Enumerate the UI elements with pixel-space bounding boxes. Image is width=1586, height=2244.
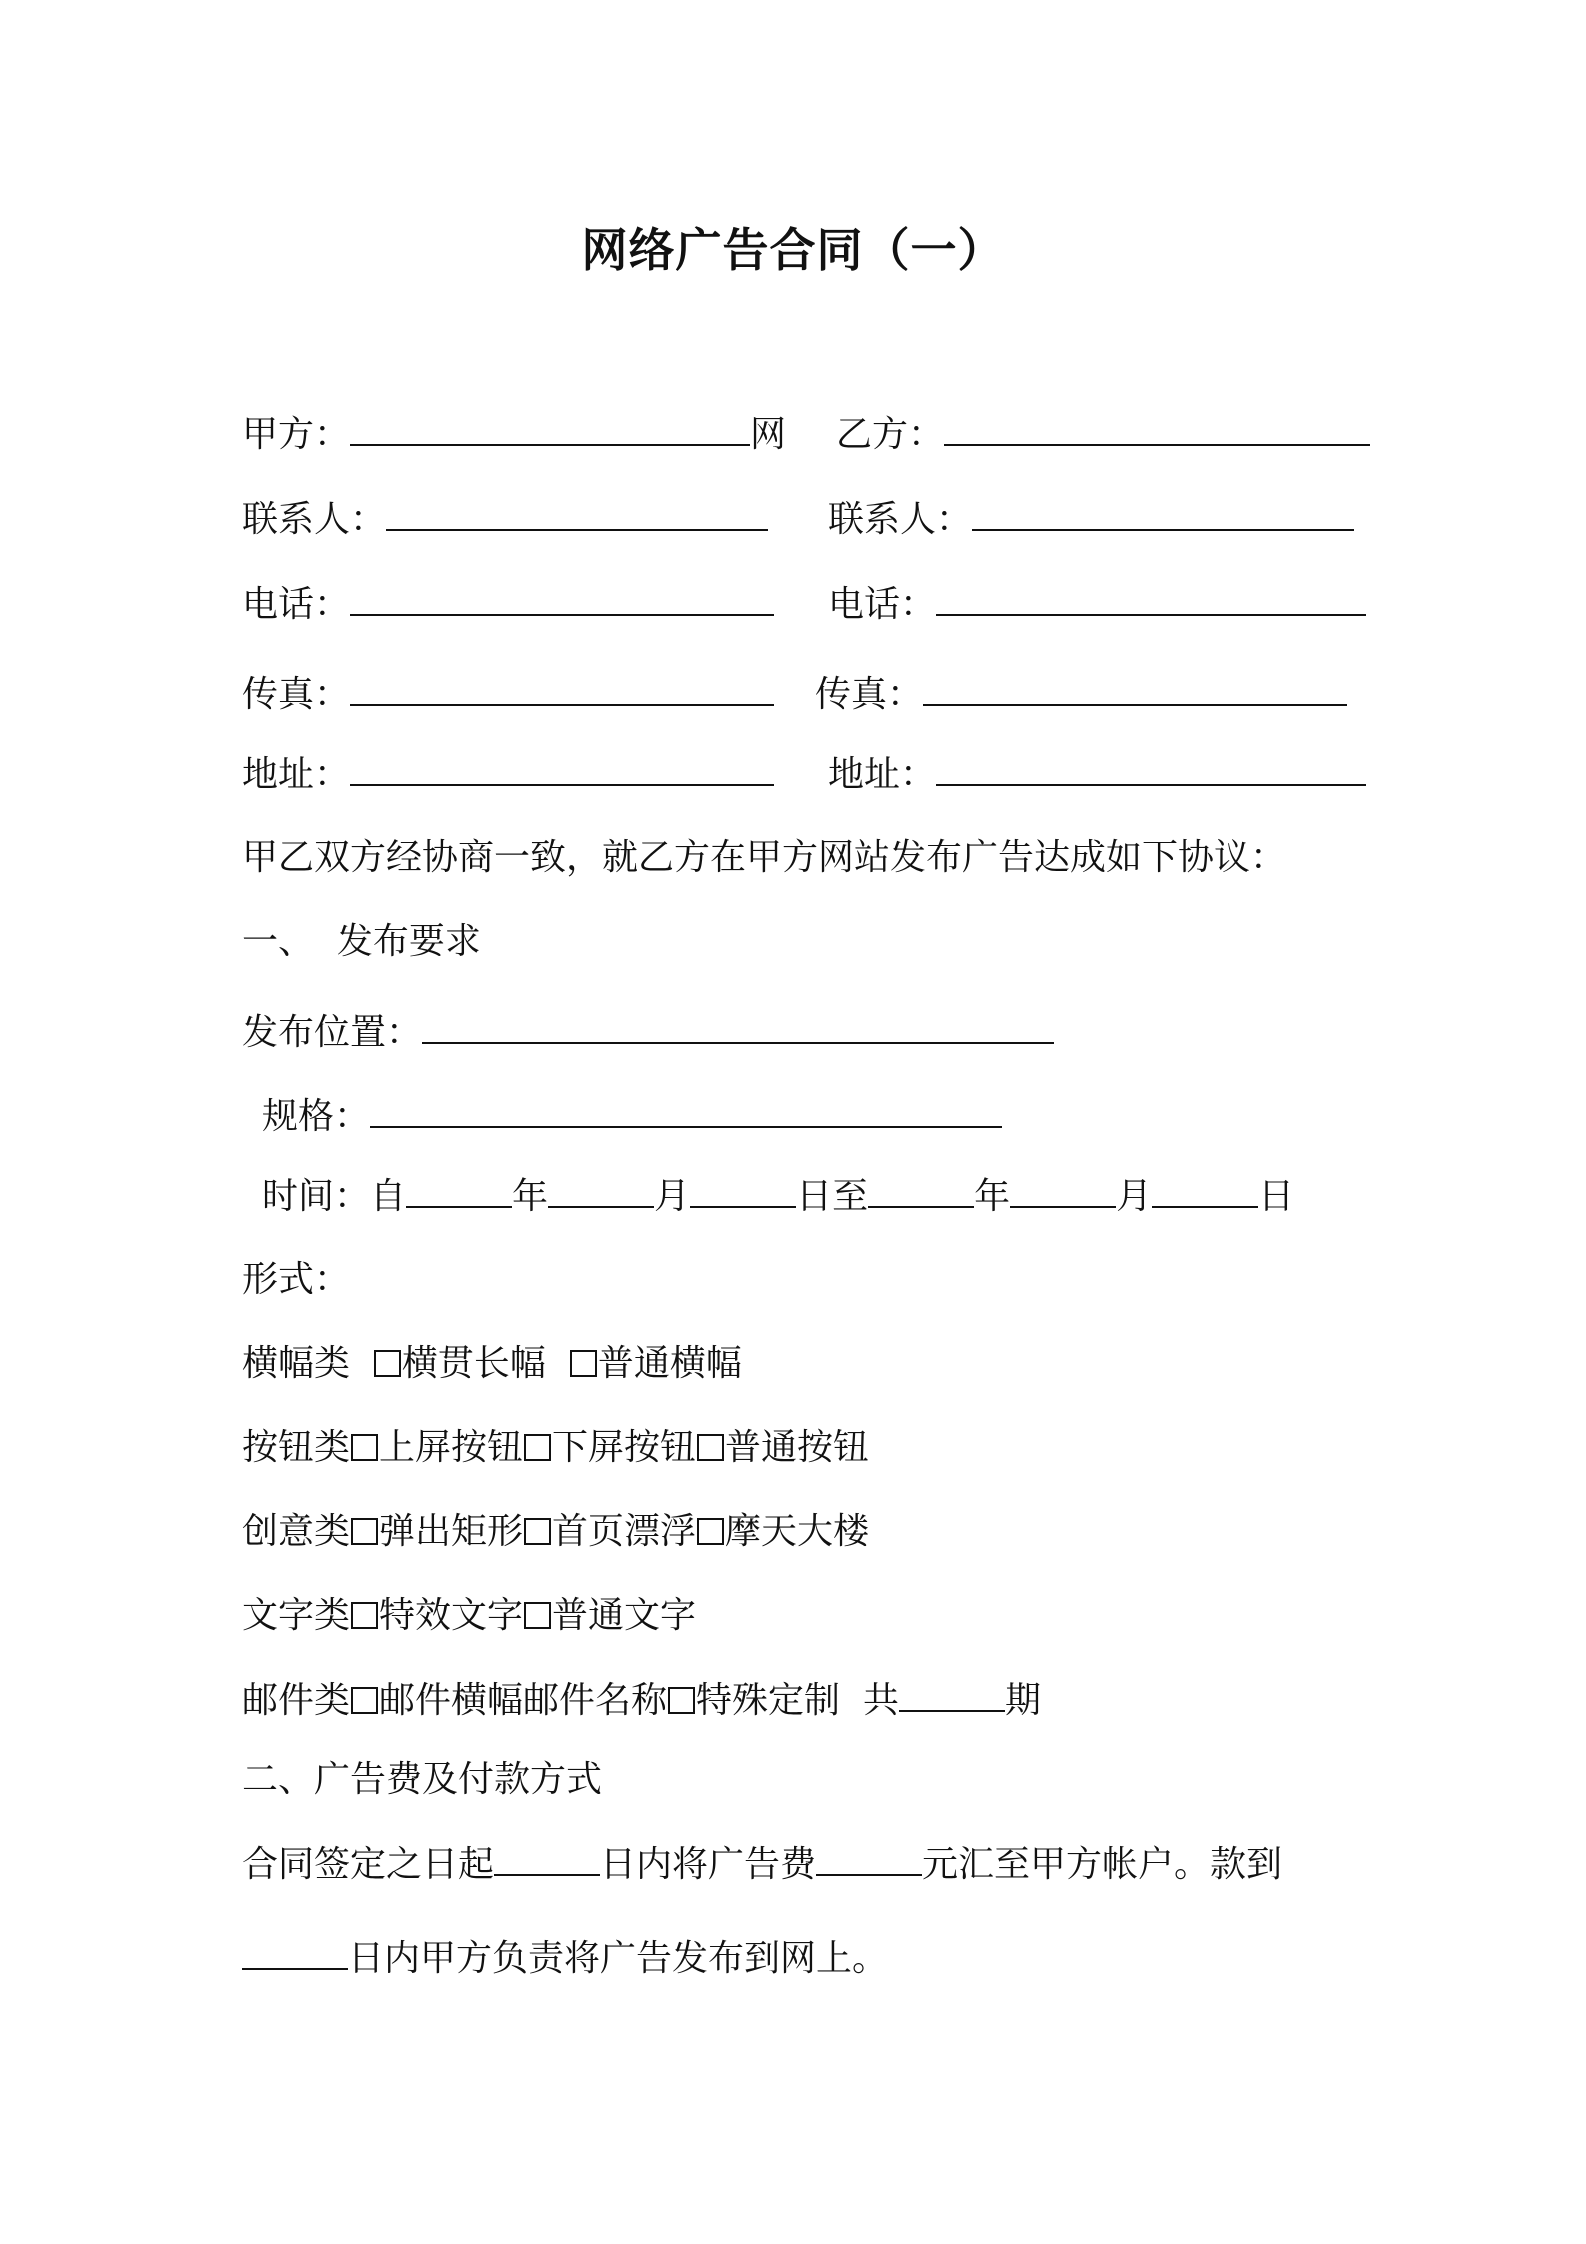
party-a-contact-blank[interactable] [386, 495, 768, 531]
button-option-2: 下屏按钮 [552, 1427, 697, 1468]
position-blank[interactable] [422, 1008, 1054, 1044]
payment-days-blank[interactable] [494, 1840, 600, 1876]
button-row [242, 1424, 869, 1472]
party-a-address-blank[interactable] [350, 750, 774, 786]
text-row [242, 1592, 696, 1640]
creative-option-3: 摩天大楼 [725, 1511, 870, 1552]
mail-total-prefix: 共 [862, 1680, 899, 1721]
time-month-1: 月 [654, 1176, 691, 1217]
mail-option-1-checkbox[interactable] [351, 1687, 378, 1714]
party-a-fax-blank[interactable] [350, 670, 774, 706]
creative-option-1: 弹出矩形 [379, 1511, 524, 1552]
party-b-contact-label: 联系人： [828, 499, 973, 540]
button-option-1: 上屏按钮 [379, 1427, 524, 1468]
party-b-address-row [828, 750, 1366, 799]
position-label: 发布位置： [242, 1012, 423, 1053]
text-category: 文字类 [242, 1595, 351, 1636]
party-b-fax-blank[interactable] [923, 670, 1347, 706]
party-a-fax-label: 传真： [242, 674, 351, 715]
banner-category: 横幅类 [242, 1343, 351, 1384]
section1-heading: 一、 发布要求 [242, 921, 481, 962]
payment-text-b: 日内将广告费 [600, 1844, 817, 1885]
mail-row [242, 1676, 1041, 1725]
party-b-contact-row [828, 495, 1354, 544]
publish-days-blank[interactable] [242, 1934, 348, 1970]
text-option-2: 普通文字 [552, 1595, 697, 1636]
payment-row-1 [242, 1840, 1282, 1889]
party-b-fax-label: 传真： [815, 674, 924, 715]
text-option-1: 特效文字 [379, 1595, 524, 1636]
mail-total-suffix: 期 [1004, 1680, 1041, 1721]
payment-amount-blank[interactable] [816, 1840, 922, 1876]
issue-count-blank[interactable] [899, 1676, 1005, 1712]
time-year-1: 年 [512, 1176, 549, 1217]
party-b-address-blank[interactable] [936, 750, 1366, 786]
time-day-to: 日至 [796, 1176, 869, 1217]
banner-option-1: 横贯长幅 [401, 1343, 546, 1384]
time-label: 时间： [262, 1176, 371, 1217]
party-b-name-row [836, 410, 1370, 459]
party-b-fax-row [815, 670, 1347, 719]
creative-category: 创意类 [242, 1511, 351, 1552]
mail-option-2-checkbox[interactable] [668, 1687, 695, 1714]
button-option-3-checkbox[interactable] [697, 1434, 724, 1461]
party-a-phone-blank[interactable] [350, 580, 774, 616]
party-a-suffix: 网 [750, 414, 787, 455]
mail-option-2: 特殊定制 [696, 1680, 841, 1721]
payment-text-d: 日内甲方负责将广告发布到网上。 [348, 1938, 889, 1979]
time-row [262, 1172, 1294, 1221]
text-option-2-checkbox[interactable] [524, 1602, 551, 1629]
mail-category: 邮件类 [242, 1680, 351, 1721]
end-month-blank[interactable] [1010, 1172, 1116, 1208]
party-a-name-row [242, 410, 786, 459]
form-label: 形式： [242, 1259, 351, 1300]
time-month-2: 月 [1116, 1176, 1153, 1217]
party-a-name-blank[interactable] [350, 410, 750, 446]
mail-option-1: 邮件横幅邮件名称 [379, 1680, 668, 1721]
time-day: 日 [1258, 1176, 1295, 1217]
time-year-2: 年 [974, 1176, 1011, 1217]
button-option-3: 普通按钮 [725, 1427, 870, 1468]
party-a-label: 甲方： [242, 414, 351, 455]
creative-row [242, 1508, 869, 1556]
text-option-1-checkbox[interactable] [351, 1602, 378, 1629]
payment-row-2 [242, 1934, 888, 1983]
banner-option-2: 普通横幅 [597, 1343, 742, 1384]
intro-paragraph: 甲乙双方经协商一致，就乙方在甲方网站发布广告达成如下协议： [242, 837, 1287, 878]
time-from: 自 [370, 1176, 407, 1217]
banner-option-1-checkbox[interactable] [374, 1350, 401, 1377]
party-b-label: 乙方： [836, 414, 945, 455]
banner-option-2-checkbox[interactable] [570, 1350, 597, 1377]
creative-option-2-checkbox[interactable] [524, 1518, 551, 1545]
party-a-address-row [242, 750, 774, 799]
spec-blank[interactable] [370, 1092, 1002, 1128]
document-title: 网络广告合同（一） [581, 223, 1005, 277]
start-day-blank[interactable] [690, 1172, 796, 1208]
creative-option-2: 首页漂浮 [552, 1511, 697, 1552]
banner-row [242, 1340, 742, 1388]
party-b-phone-label: 电话： [828, 584, 937, 625]
end-year-blank[interactable] [868, 1172, 974, 1208]
party-b-phone-blank[interactable] [936, 580, 1366, 616]
payment-text-c: 元汇至甲方帐户。款到 [922, 1844, 1283, 1885]
party-b-address-label: 地址： [828, 754, 937, 795]
party-a-phone-row [242, 580, 774, 629]
start-year-blank[interactable] [406, 1172, 512, 1208]
button-option-1-checkbox[interactable] [351, 1434, 378, 1461]
party-b-name-blank[interactable] [944, 410, 1370, 446]
section2-heading: 二、广告费及付款方式 [242, 1759, 603, 1800]
party-a-fax-row [242, 670, 774, 719]
party-a-contact-row [242, 495, 768, 544]
start-month-blank[interactable] [548, 1172, 654, 1208]
position-row [242, 1008, 1054, 1057]
creative-option-1-checkbox[interactable] [351, 1518, 378, 1545]
party-a-contact-label: 联系人： [242, 499, 387, 540]
party-a-address-label: 地址： [242, 754, 351, 795]
party-b-contact-blank[interactable] [972, 495, 1354, 531]
creative-option-3-checkbox[interactable] [697, 1518, 724, 1545]
button-option-2-checkbox[interactable] [524, 1434, 551, 1461]
spec-label: 规格： [262, 1096, 371, 1137]
button-category: 按钮类 [242, 1427, 351, 1468]
party-b-phone-row [828, 580, 1366, 629]
payment-text-a: 合同签定之日起 [242, 1844, 495, 1885]
party-a-phone-label: 电话： [242, 584, 351, 625]
spec-row [262, 1092, 1002, 1141]
end-day-blank[interactable] [1152, 1172, 1258, 1208]
